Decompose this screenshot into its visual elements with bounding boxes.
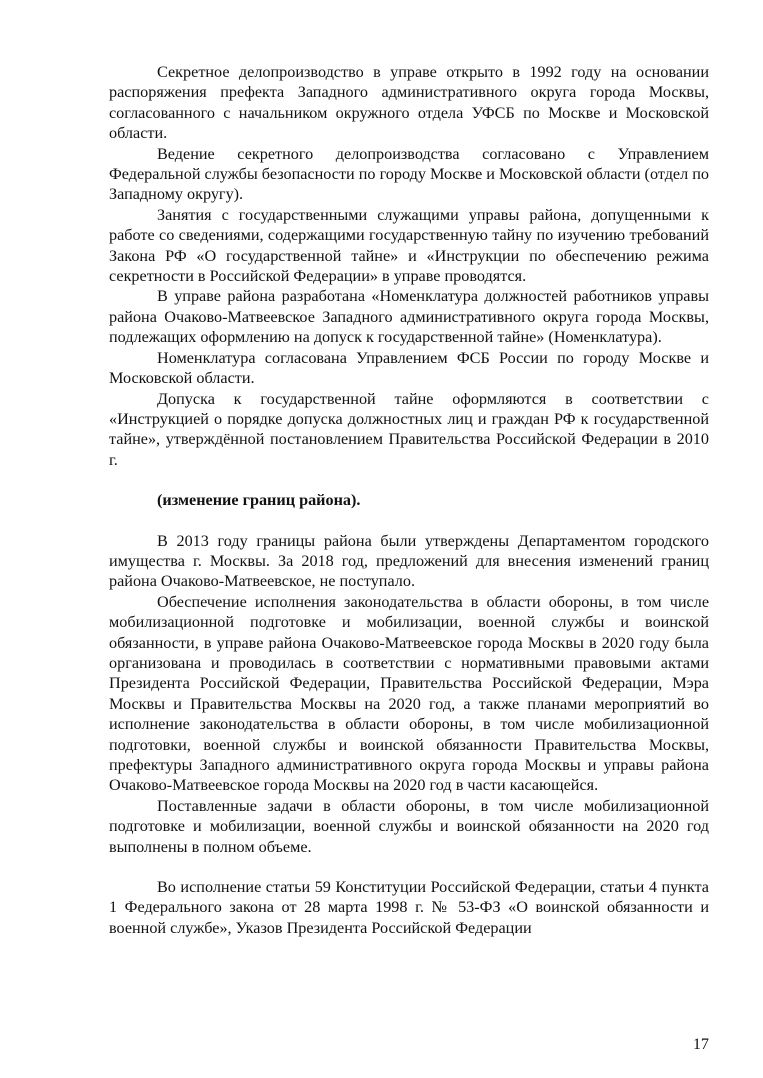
page-number: 17 [692,1035,709,1053]
document-body [109,62,709,938]
paragraph-secret-records-opened: Секретное делопроизводство в управе открыто в 1992 году на основании распоряжения префекта Западного административного округа города Москвы, согласованного с начальником окружного отдела УФСБ по Москве и Московской области. [109,63,709,143]
paragraph-tasks-completed: Поставленные задачи в области обороны, в том числе мобилизационной подготовке и мобилизации, военной службы и воинской обязанности на 2020 год выполнены в полном объеме. [109,796,709,856]
paragraph-nomenclature-developed: В управе района разработана «Номенклатура должностей работников управы района Очаково-Матвеевское Западного административного округа города Москвы, подлежащих оформлению на допуск к государственной тайне» (Номенклатура). [109,287,709,347]
paragraph-clearance-issued: Допуска к государственной тайне оформляются в соответствии с «Инструкцией о порядке допуска должностных лиц и граждан РФ к государственной тайне», утверждённой постановлением Правительства Российской Федерации в 2010 г. [109,389,709,469]
paragraph-secret-records-agreed: Ведение секретного делопроизводства согласовано с Управлением Федеральной службы безопасности по городу Москве и Московской области (отдел по Западному округу). [109,144,709,204]
paragraph-district-borders: В 2013 году границы района были утверждены Департаментом городского имущества г. Москвы. За 2018 год, предложений для внесения изменений границ района Очаково-Матвеевское, не поступало. [109,531,709,591]
section-heading: (изменение границ района). [157,491,361,510]
paragraph-nomenclature-agreed: Номенклатура согласована Управлением ФСБ России по городу Москве и Московской области. [109,348,709,388]
paragraph-staff-training: Занятия с государственными служащими управы района, допущенными к работе со сведениями, содержащими государственную тайну по изучению требований Закона РФ «О государственной тайне» и «Инструкции по обеспечению режима секретности в Российской Федерации» в управе проводятся. [109,205,709,286]
paragraph-constitution-article: Во исполнение статьи 59 Конституции Российской Федерации, статьи 4 пункта 1 Федерального закона от 28 марта 1998 г. № 53-ФЗ «О воинской обязанности и военной службе», Указов Президента Российской Федерации [109,878,709,937]
paragraph-defense-legislation: Обеспечение исполнения законодательства в области обороны, в том числе мобилизационной подготовке и мобилизации, военной службы и воинской обязанности, в управе района Очаково-Матвеевское города Москвы в 2020 году была организована и проводилась в соответствии с нормативными правовыми актами Президента Российской Федерации, Правительства Российской Федерации, Мэра Москвы и Правительства Москвы на 2020 год, а также планами мероприятий во исполнение законодательства в области обороны, в том числе мобилизационной подготовки, военной службы и воинской обязанности Правительства Москвы, префектуры Западного административного округа города Москвы и управы района Очаково-Матвеевское города Москвы на 2020 год в части касающейся. [109,592,709,795]
